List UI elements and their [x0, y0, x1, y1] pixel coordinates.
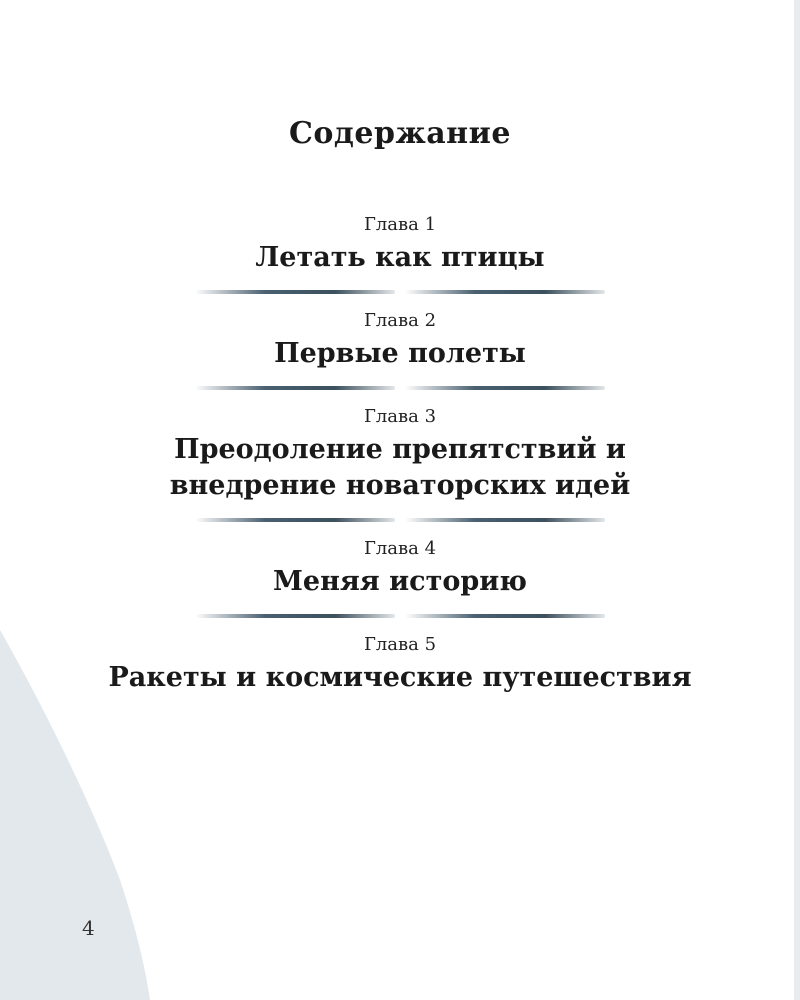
chapter-label: Глава 1 [363, 214, 437, 235]
table-of-contents [0, 212, 800, 696]
chapter-label: Глава 3 [363, 406, 437, 427]
chapter-title: Меняя историю [273, 566, 527, 597]
toc-entry-chapter-5[interactable] [0, 632, 800, 696]
divider [195, 518, 605, 522]
chapter-title-line-1: Преодоление препятствий и [174, 434, 626, 465]
divider [195, 290, 605, 294]
chapter-title: Ракеты и космические путешествия [108, 662, 692, 693]
divider [195, 614, 605, 618]
page-number: 4 [82, 916, 95, 940]
chapter-title-line-2: внедрение новаторских идей [169, 470, 631, 501]
divider [195, 386, 605, 390]
page-title: Содержание [289, 116, 511, 151]
toc-entry-chapter-1[interactable] [0, 212, 800, 276]
chapter-title: Первые полеты [274, 338, 526, 369]
toc-entry-chapter-2[interactable] [0, 308, 800, 372]
toc-entry-chapter-3[interactable] [0, 404, 800, 504]
chapter-label: Глава 5 [363, 634, 437, 655]
chapter-title: Летать как птицы [255, 242, 545, 273]
chapter-label: Глава 4 [363, 538, 437, 559]
chapter-label: Глава 2 [363, 310, 437, 331]
toc-entry-chapter-4[interactable] [0, 536, 800, 600]
